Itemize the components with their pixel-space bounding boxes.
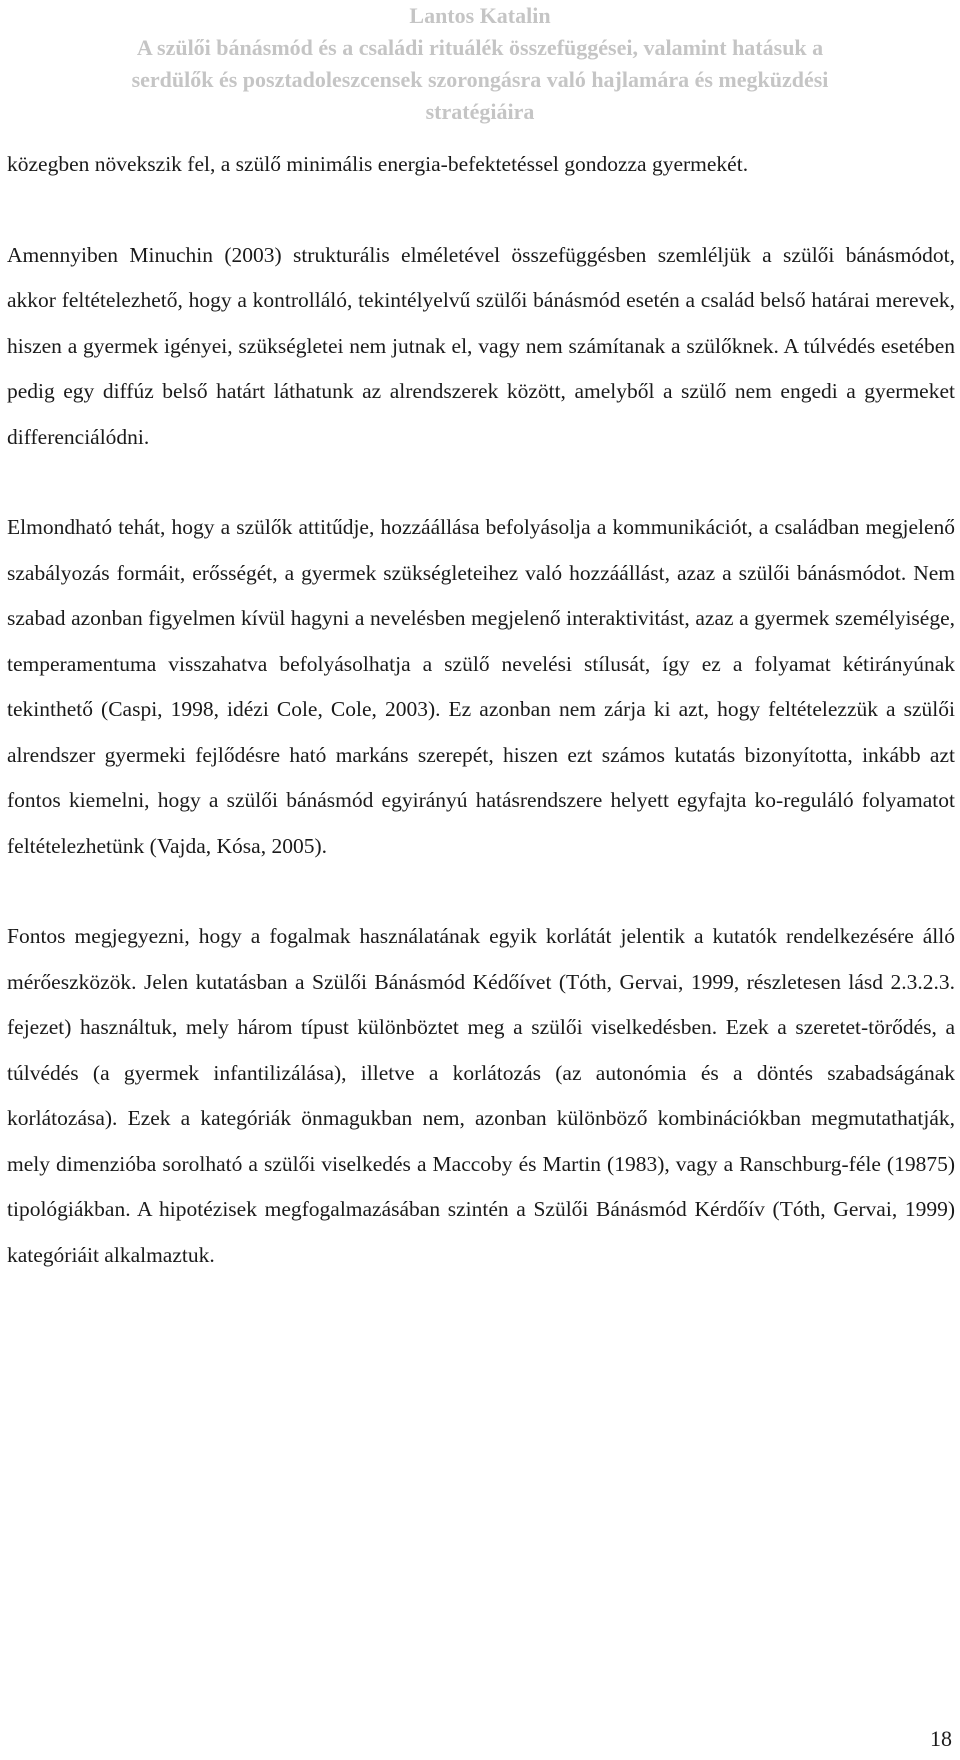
header-title-line-3: stratégiáira	[425, 99, 535, 124]
document-body	[7, 142, 955, 1323]
header-title-line-2: serdülők és posztadoleszcensek szorongásra való hajlamára és megküzdési	[131, 67, 829, 92]
header-title-line-1: A szülői bánásmód és a családi rituálék összefüggései, valamint hatásuk a	[136, 35, 824, 60]
paragraph-minuchin: Amennyiben Minuchin (2003) strukturális elméletével összefüggésben szemléljük a szülői bánásmódot, akkor feltételezhető, hogy a kontrolláló, tekintélyelvű szülői bánásmód esetén a család belső határai merevek, hiszen a gyermek igényei, szükségletei nem jutnak el, vagy nem számítanak a szülőknek. A túlvédés esetében pedig egy diffúz belső határt láthatunk az alrendszerek között, amelyből a szülő nem engedi a gyermeket differenciálódni.	[7, 242, 955, 449]
paragraph-measurement: Fontos megjegyezni, hogy a fogalmak használatának egyik korlátát jelentik a kutatók rendelkezésére álló mérőeszközök. Jelen kutatásban a Szülői Bánásmód Kédőívet (Tóth, Gervai, 1999, részletesen lásd 2.3.2.3. fejezet) használtuk, mely három típust különböztet meg a szülői viselkedésben. Ezek a szeretet-törődés, a túlvédés (a gyermek infantilizálása), illetve a korlátozás (az autonómia és a döntés szabadságának korlátozása). Ezek a kategóriák önmagukban nem, azonban különböző kombinációkban megmutathatják, mely dimenzióba sorolható a szülői viselkedés a Maccoby és Martin (1983), vagy a Ranschburg-féle (19875) tipológiákban. A hipotézisek megfogalmazásában szintén a Szülői Bánásmód Kérdőív (Tóth, Gervai, 1999) kategóriáit alkalmaztuk.	[7, 924, 955, 1267]
page-number: 18	[930, 1726, 952, 1751]
running-header	[0, 0, 960, 128]
header-author: Lantos Katalin	[409, 3, 551, 28]
paragraph-continuation: közegben növekszik fel, a szülő minimális energia-befektetéssel gondozza gyermekét.	[7, 152, 749, 176]
paragraph-attitudes: Elmondható tehát, hogy a szülők attitűdje, hozzáállása befolyásolja a kommunikációt, a családban megjelenő szabályozás formáit, erősségét, a gyermek szükségleteihez való hozzáállást, azaz a szülői bánásmódot. Nem szabad azonban figyelmen kívül hagyni a nevelésben megjelenő interaktivitást, azaz a gyermek személyisége, temperamentuma visszahatva befolyásolhatja a szülő nevelési stílusát, így ez a folyamat kétirányúnak tekinthető (Caspi, 1998, idézi Cole, Cole, 2003). Ez azonban nem zárja ki azt, hogy feltételezzük a szülői alrendszer gyermeki fejlődésre ható markáns szerepét, hiszen ezt számos kutatás bizonyította, inkább azt fontos kiemelni, hogy a szülői bánásmód egyirányú hatásrendszere helyett egyfajta ko-reguláló folyamatot feltételezhetünk (Vajda, Kósa, 2005).	[7, 515, 955, 858]
